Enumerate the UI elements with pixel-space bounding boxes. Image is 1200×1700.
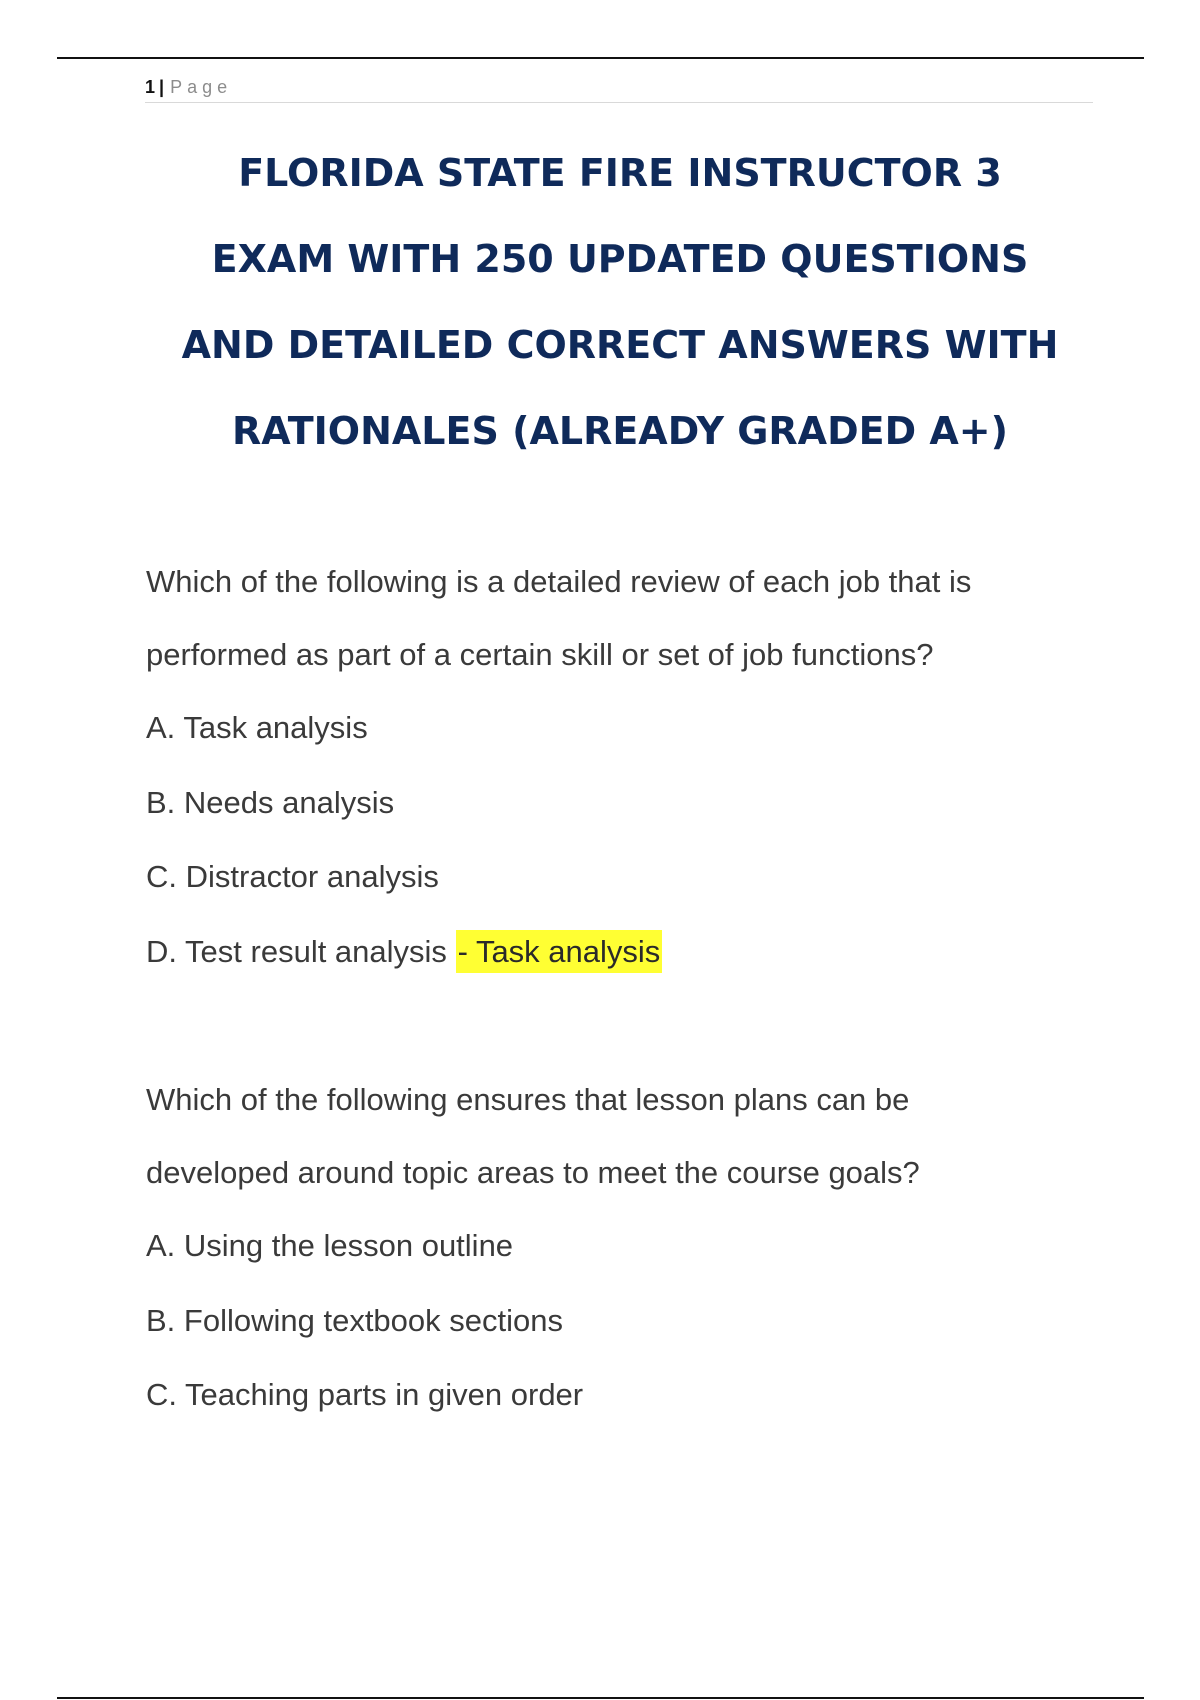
page-header <box>145 72 1093 103</box>
question-1-stem-line-1: Which of the following is a detailed review of each job that is <box>146 564 972 599</box>
title-line-1: FLORIDA STATE FIRE INSTRUCTOR 3 <box>238 151 1002 195</box>
question-1-option-a: A. Task analysis <box>146 710 368 745</box>
question-1-option-c: C. Distractor analysis <box>146 859 439 894</box>
bottom-rule <box>57 1697 1144 1699</box>
question-2-stem-line-2: developed around topic areas to meet the course goals? <box>146 1155 920 1190</box>
question-2-option-b: B. Following textbook sections <box>146 1302 563 1338</box>
question-1-option-d: D. Test result analysis <box>146 933 447 969</box>
question-1-option-d-line <box>146 915 1106 990</box>
title-line-4: RATIONALES (ALREADY GRADED A+) <box>232 409 1008 453</box>
question-1-option-b: B. Needs analysis <box>146 784 395 820</box>
question-1-stem-line-2: performed as part of a certain skill or set of job functions? <box>146 637 934 672</box>
question-1 <box>146 545 1106 989</box>
document-title <box>130 130 1110 474</box>
title-line-2: EXAM WITH 250 UPDATED QUESTIONS <box>211 237 1029 281</box>
title-line-3: AND DETAILED CORRECT ANSWERS WITH <box>181 323 1059 367</box>
question-1-answer-highlight: - Task analysis <box>456 930 663 973</box>
question-2-stem-line-1: Which of the following ensures that lesson plans can be <box>146 1082 910 1117</box>
question-2-option-a: A. Using the lesson outline <box>146 1228 514 1263</box>
question-2 <box>146 1063 1106 1433</box>
top-rule <box>57 57 1144 59</box>
question-2-option-c: C. Teaching parts in given order <box>146 1377 584 1412</box>
page-number: 1 <box>145 77 156 97</box>
page-separator: | <box>159 77 165 97</box>
page-word: Page <box>170 77 233 97</box>
